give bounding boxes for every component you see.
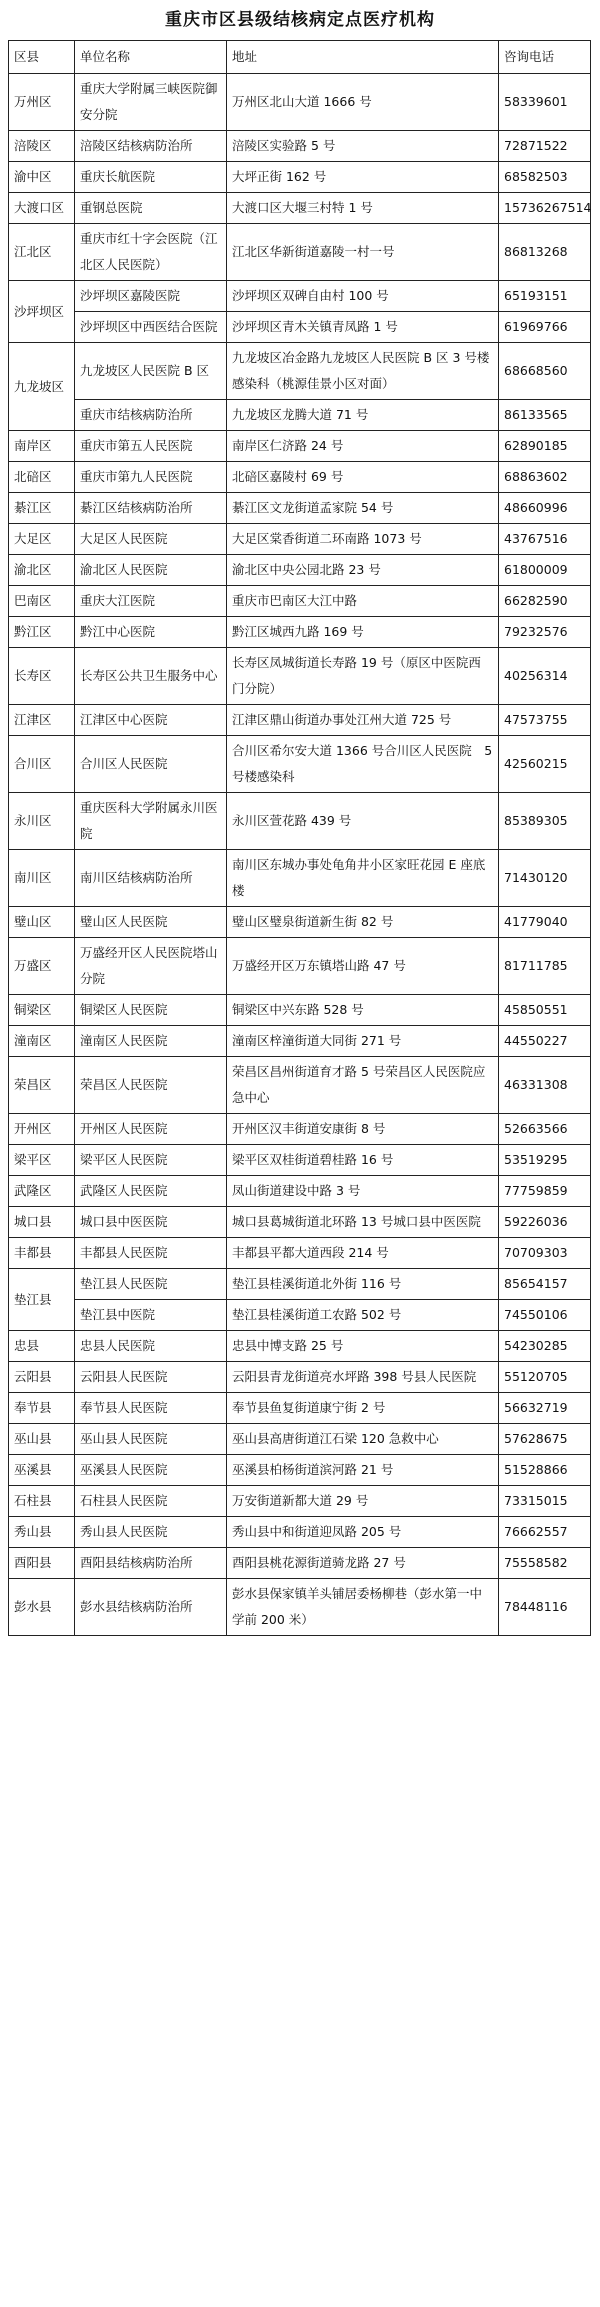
address-cell: 巫溪县柏杨街道滨河路 21 号 bbox=[227, 1455, 499, 1486]
district-cell: 忠县 bbox=[9, 1331, 75, 1362]
phone-cell: 52663566 bbox=[499, 1114, 591, 1145]
table-row bbox=[9, 1176, 591, 1207]
unit-name-cell: 大足区人民医院 bbox=[75, 524, 227, 555]
district-cell: 潼南区 bbox=[9, 1026, 75, 1057]
table-row bbox=[9, 995, 591, 1026]
district-cell: 城口县 bbox=[9, 1207, 75, 1238]
unit-name-cell: 彭水县结核病防治所 bbox=[75, 1579, 227, 1636]
district-cell: 大足区 bbox=[9, 524, 75, 555]
district-cell: 渝中区 bbox=[9, 162, 75, 193]
table-row bbox=[9, 224, 591, 281]
phone-cell: 44550227 bbox=[499, 1026, 591, 1057]
unit-name-cell: 开州区人民医院 bbox=[75, 1114, 227, 1145]
unit-name-cell: 沙坪坝区嘉陵医院 bbox=[75, 281, 227, 312]
phone-cell: 72871522 bbox=[499, 131, 591, 162]
unit-name-cell: 重庆大江医院 bbox=[75, 586, 227, 617]
table-row bbox=[9, 431, 591, 462]
address-cell: 忠县中博支路 25 号 bbox=[227, 1331, 499, 1362]
district-cell: 大渡口区 bbox=[9, 193, 75, 224]
address-cell: 秀山县中和街道迎凤路 205 号 bbox=[227, 1517, 499, 1548]
district-cell: 丰都县 bbox=[9, 1238, 75, 1269]
district-cell: 垫江县 bbox=[9, 1269, 75, 1331]
district-cell: 璧山区 bbox=[9, 907, 75, 938]
unit-name-cell: 九龙坡区人民医院 B 区 bbox=[75, 343, 227, 400]
table-row bbox=[9, 1269, 591, 1300]
table-row bbox=[9, 648, 591, 705]
table-row bbox=[9, 131, 591, 162]
district-cell: 綦江区 bbox=[9, 493, 75, 524]
district-cell: 万州区 bbox=[9, 74, 75, 131]
district-cell: 江津区 bbox=[9, 705, 75, 736]
address-cell: 长寿区凤城街道长寿路 19 号（原区中医院西门分院） bbox=[227, 648, 499, 705]
table-row bbox=[9, 1207, 591, 1238]
table-row bbox=[9, 938, 591, 995]
phone-cell: 48660996 bbox=[499, 493, 591, 524]
district-cell: 江北区 bbox=[9, 224, 75, 281]
unit-name-cell: 潼南区人民医院 bbox=[75, 1026, 227, 1057]
column-header-address: 地址 bbox=[227, 41, 499, 74]
unit-name-cell: 奉节县人民医院 bbox=[75, 1393, 227, 1424]
district-cell: 南岸区 bbox=[9, 431, 75, 462]
address-cell: 涪陵区实验路 5 号 bbox=[227, 131, 499, 162]
unit-name-cell: 垫江县中医院 bbox=[75, 1300, 227, 1331]
district-cell: 酉阳县 bbox=[9, 1548, 75, 1579]
phone-cell: 78448116 bbox=[499, 1579, 591, 1636]
phone-cell: 55120705 bbox=[499, 1362, 591, 1393]
phone-cell: 62890185 bbox=[499, 431, 591, 462]
phone-cell: 75558582 bbox=[499, 1548, 591, 1579]
unit-name-cell: 江津区中心医院 bbox=[75, 705, 227, 736]
table-row bbox=[9, 1300, 591, 1331]
table-row bbox=[9, 462, 591, 493]
district-cell: 合川区 bbox=[9, 736, 75, 793]
phone-cell: 56632719 bbox=[499, 1393, 591, 1424]
table-row bbox=[9, 312, 591, 343]
address-cell: 南川区东城办事处龟角井小区家旺花园 E 座底楼 bbox=[227, 850, 499, 907]
phone-cell: 85654157 bbox=[499, 1269, 591, 1300]
district-cell: 铜梁区 bbox=[9, 995, 75, 1026]
unit-name-cell: 綦江区结核病防治所 bbox=[75, 493, 227, 524]
district-cell: 沙坪坝区 bbox=[9, 281, 75, 343]
address-cell: 万安街道新都大道 29 号 bbox=[227, 1486, 499, 1517]
address-cell: 渝北区中央公园北路 23 号 bbox=[227, 555, 499, 586]
phone-cell: 47573755 bbox=[499, 705, 591, 736]
phone-cell: 54230285 bbox=[499, 1331, 591, 1362]
address-cell: 垫江县桂溪街道北外街 116 号 bbox=[227, 1269, 499, 1300]
phone-cell: 65193151 bbox=[499, 281, 591, 312]
district-cell: 长寿区 bbox=[9, 648, 75, 705]
address-cell: 奉节县鱼复街道康宁街 2 号 bbox=[227, 1393, 499, 1424]
address-cell: 酉阳县桃花源街道骑龙路 27 号 bbox=[227, 1548, 499, 1579]
unit-name-cell: 重庆市第九人民医院 bbox=[75, 462, 227, 493]
table-row bbox=[9, 1145, 591, 1176]
phone-cell: 15736267514 bbox=[499, 193, 591, 224]
unit-name-cell: 重庆长航医院 bbox=[75, 162, 227, 193]
district-cell: 万盛区 bbox=[9, 938, 75, 995]
phone-cell: 71430120 bbox=[499, 850, 591, 907]
phone-cell: 53519295 bbox=[499, 1145, 591, 1176]
phone-cell: 73315015 bbox=[499, 1486, 591, 1517]
table-row bbox=[9, 1579, 591, 1636]
address-cell: 合川区希尔安大道 1366 号合川区人民医院 5 号楼感染科 bbox=[227, 736, 499, 793]
page-title: 重庆市区县级结核病定点医疗机构 bbox=[165, 10, 435, 30]
district-cell: 九龙坡区 bbox=[9, 343, 75, 431]
district-cell: 荣昌区 bbox=[9, 1057, 75, 1114]
table-header-row bbox=[9, 41, 591, 74]
district-cell: 开州区 bbox=[9, 1114, 75, 1145]
unit-name-cell: 重庆大学附属三峡医院御安分院 bbox=[75, 74, 227, 131]
table-row bbox=[9, 193, 591, 224]
table-row bbox=[9, 1026, 591, 1057]
phone-cell: 68582503 bbox=[499, 162, 591, 193]
address-cell: 黔江区城西九路 169 号 bbox=[227, 617, 499, 648]
unit-name-cell: 黔江中心医院 bbox=[75, 617, 227, 648]
unit-name-cell: 渝北区人民医院 bbox=[75, 555, 227, 586]
table-row bbox=[9, 793, 591, 850]
unit-name-cell: 合川区人民医院 bbox=[75, 736, 227, 793]
phone-cell: 41779040 bbox=[499, 907, 591, 938]
unit-name-cell: 铜梁区人民医院 bbox=[75, 995, 227, 1026]
phone-cell: 57628675 bbox=[499, 1424, 591, 1455]
address-cell: 巫山县高唐街道江石梁 120 急救中心 bbox=[227, 1424, 499, 1455]
table-row bbox=[9, 736, 591, 793]
table-row bbox=[9, 74, 591, 131]
unit-name-cell: 巫溪县人民医院 bbox=[75, 1455, 227, 1486]
table-row bbox=[9, 1362, 591, 1393]
address-cell: 万盛经开区万东镇塔山路 47 号 bbox=[227, 938, 499, 995]
unit-name-cell: 巫山县人民医院 bbox=[75, 1424, 227, 1455]
table-row bbox=[9, 1057, 591, 1114]
address-cell: 江北区华新街道嘉陵一村一号 bbox=[227, 224, 499, 281]
unit-name-cell: 垫江县人民医院 bbox=[75, 1269, 227, 1300]
unit-name-cell: 重庆市结核病防治所 bbox=[75, 400, 227, 431]
column-header-unit-name: 单位名称 bbox=[75, 41, 227, 74]
table-row bbox=[9, 705, 591, 736]
address-cell: 永川区萱花路 439 号 bbox=[227, 793, 499, 850]
table-row bbox=[9, 1114, 591, 1145]
district-cell: 梁平区 bbox=[9, 1145, 75, 1176]
table-row bbox=[9, 281, 591, 312]
unit-name-cell: 南川区结核病防治所 bbox=[75, 850, 227, 907]
district-cell: 巴南区 bbox=[9, 586, 75, 617]
address-cell: 北碚区嘉陵村 69 号 bbox=[227, 462, 499, 493]
hospital-table bbox=[8, 40, 591, 1636]
address-cell: 九龙坡区冶金路九龙坡区人民医院 B 区 3 号楼感染科（桃源佳景小区对面） bbox=[227, 343, 499, 400]
column-header-district: 区县 bbox=[9, 41, 75, 74]
unit-name-cell: 万盛经开区人民医院塔山分院 bbox=[75, 938, 227, 995]
table-row bbox=[9, 162, 591, 193]
table-row bbox=[9, 1331, 591, 1362]
district-cell: 黔江区 bbox=[9, 617, 75, 648]
phone-cell: 86133565 bbox=[499, 400, 591, 431]
address-cell: 大坪正街 162 号 bbox=[227, 162, 499, 193]
phone-cell: 66282590 bbox=[499, 586, 591, 617]
district-cell: 巫山县 bbox=[9, 1424, 75, 1455]
address-cell: 梁平区双桂街道碧桂路 16 号 bbox=[227, 1145, 499, 1176]
address-cell: 江津区鼎山街道办事处江州大道 725 号 bbox=[227, 705, 499, 736]
unit-name-cell: 重庆市红十字会医院（江北区人民医院） bbox=[75, 224, 227, 281]
phone-cell: 42560215 bbox=[499, 736, 591, 793]
unit-name-cell: 重庆市第五人民医院 bbox=[75, 431, 227, 462]
unit-name-cell: 重钢总医院 bbox=[75, 193, 227, 224]
address-cell: 璧山区璧泉街道新生街 82 号 bbox=[227, 907, 499, 938]
address-cell: 南岸区仁济路 24 号 bbox=[227, 431, 499, 462]
unit-name-cell: 梁平区人民医院 bbox=[75, 1145, 227, 1176]
address-cell: 九龙坡区龙腾大道 71 号 bbox=[227, 400, 499, 431]
address-cell: 铜梁区中兴东路 528 号 bbox=[227, 995, 499, 1026]
phone-cell: 68863602 bbox=[499, 462, 591, 493]
district-cell: 武隆区 bbox=[9, 1176, 75, 1207]
phone-cell: 46331308 bbox=[499, 1057, 591, 1114]
address-cell: 沙坪坝区双碑自由村 100 号 bbox=[227, 281, 499, 312]
phone-cell: 61800009 bbox=[499, 555, 591, 586]
phone-cell: 43767516 bbox=[499, 524, 591, 555]
phone-cell: 85389305 bbox=[499, 793, 591, 850]
unit-name-cell: 秀山县人民医院 bbox=[75, 1517, 227, 1548]
unit-name-cell: 丰都县人民医院 bbox=[75, 1238, 227, 1269]
table-row bbox=[9, 555, 591, 586]
unit-name-cell: 荣昌区人民医院 bbox=[75, 1057, 227, 1114]
address-cell: 荣昌区昌州街道育才路 5 号荣昌区人民医院应急中心 bbox=[227, 1057, 499, 1114]
table-row bbox=[9, 586, 591, 617]
district-cell: 巫溪县 bbox=[9, 1455, 75, 1486]
district-cell: 奉节县 bbox=[9, 1393, 75, 1424]
unit-name-cell: 云阳县人民医院 bbox=[75, 1362, 227, 1393]
district-cell: 涪陵区 bbox=[9, 131, 75, 162]
table-row bbox=[9, 343, 591, 400]
table-row bbox=[9, 1393, 591, 1424]
phone-cell: 51528866 bbox=[499, 1455, 591, 1486]
address-cell: 重庆市巴南区大江中路 bbox=[227, 586, 499, 617]
phone-cell: 74550106 bbox=[499, 1300, 591, 1331]
district-cell: 北碚区 bbox=[9, 462, 75, 493]
table-row bbox=[9, 400, 591, 431]
table-row bbox=[9, 524, 591, 555]
address-cell: 垫江县桂溪街道工农路 502 号 bbox=[227, 1300, 499, 1331]
unit-name-cell: 忠县人民医院 bbox=[75, 1331, 227, 1362]
table-row bbox=[9, 1238, 591, 1269]
table-row bbox=[9, 1455, 591, 1486]
unit-name-cell: 涪陵区结核病防治所 bbox=[75, 131, 227, 162]
phone-cell: 61969766 bbox=[499, 312, 591, 343]
unit-name-cell: 沙坪坝区中西医结合医院 bbox=[75, 312, 227, 343]
phone-cell: 79232576 bbox=[499, 617, 591, 648]
address-cell: 潼南区梓潼街道大同街 271 号 bbox=[227, 1026, 499, 1057]
unit-name-cell: 城口县中医医院 bbox=[75, 1207, 227, 1238]
address-cell: 凤山街道建设中路 3 号 bbox=[227, 1176, 499, 1207]
table-row bbox=[9, 850, 591, 907]
unit-name-cell: 武隆区人民医院 bbox=[75, 1176, 227, 1207]
district-cell: 永川区 bbox=[9, 793, 75, 850]
phone-cell: 68668560 bbox=[499, 343, 591, 400]
table-row bbox=[9, 1548, 591, 1579]
district-cell: 南川区 bbox=[9, 850, 75, 907]
address-cell: 綦江区文龙街道孟家院 54 号 bbox=[227, 493, 499, 524]
address-cell: 大渡口区大堰三村特 1 号 bbox=[227, 193, 499, 224]
district-cell: 云阳县 bbox=[9, 1362, 75, 1393]
address-cell: 开州区汉丰街道安康街 8 号 bbox=[227, 1114, 499, 1145]
unit-name-cell: 重庆医科大学附属永川医院 bbox=[75, 793, 227, 850]
phone-cell: 76662557 bbox=[499, 1517, 591, 1548]
address-cell: 丰都县平都大道西段 214 号 bbox=[227, 1238, 499, 1269]
phone-cell: 86813268 bbox=[499, 224, 591, 281]
district-cell: 彭水县 bbox=[9, 1579, 75, 1636]
district-cell: 渝北区 bbox=[9, 555, 75, 586]
table-row bbox=[9, 1486, 591, 1517]
phone-cell: 45850551 bbox=[499, 995, 591, 1026]
address-cell: 城口县葛城街道北环路 13 号城口县中医医院 bbox=[227, 1207, 499, 1238]
table-row bbox=[9, 907, 591, 938]
table-row bbox=[9, 617, 591, 648]
phone-cell: 40256314 bbox=[499, 648, 591, 705]
table-row bbox=[9, 1517, 591, 1548]
table-row bbox=[9, 493, 591, 524]
address-cell: 万州区北山大道 1666 号 bbox=[227, 74, 499, 131]
district-cell: 秀山县 bbox=[9, 1517, 75, 1548]
address-cell: 彭水县保家镇羊头铺居委杨柳巷（彭水第一中学前 200 米） bbox=[227, 1579, 499, 1636]
unit-name-cell: 长寿区公共卫生服务中心 bbox=[75, 648, 227, 705]
phone-cell: 81711785 bbox=[499, 938, 591, 995]
phone-cell: 70709303 bbox=[499, 1238, 591, 1269]
address-cell: 沙坪坝区青木关镇青凤路 1 号 bbox=[227, 312, 499, 343]
phone-cell: 77759859 bbox=[499, 1176, 591, 1207]
district-cell: 石柱县 bbox=[9, 1486, 75, 1517]
table-body bbox=[9, 74, 591, 1636]
unit-name-cell: 酉阳县结核病防治所 bbox=[75, 1548, 227, 1579]
unit-name-cell: 璧山区人民医院 bbox=[75, 907, 227, 938]
address-cell: 云阳县青龙街道亮水坪路 398 号县人民医院 bbox=[227, 1362, 499, 1393]
phone-cell: 59226036 bbox=[499, 1207, 591, 1238]
phone-cell: 58339601 bbox=[499, 74, 591, 131]
column-header-phone: 咨询电话 bbox=[499, 41, 591, 74]
address-cell: 大足区棠香街道二环南路 1073 号 bbox=[227, 524, 499, 555]
table-row bbox=[9, 1424, 591, 1455]
unit-name-cell: 石柱县人民医院 bbox=[75, 1486, 227, 1517]
